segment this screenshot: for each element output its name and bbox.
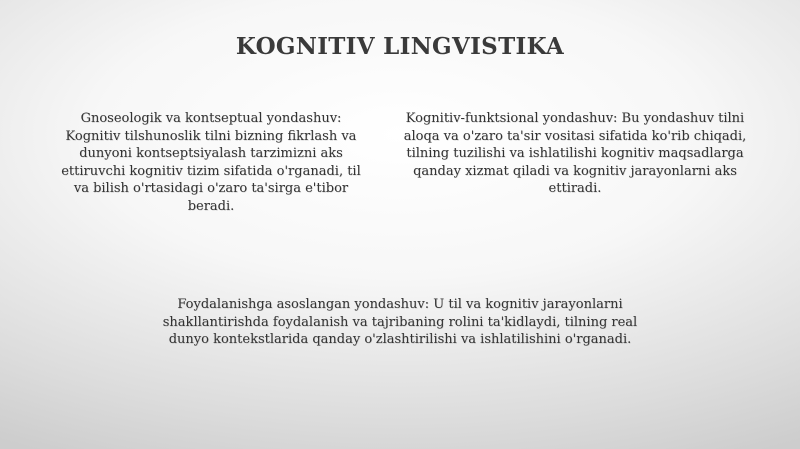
gnoseological-approach-text: Gnoseologik va kontseptual yondashuv: Kognitiv tilshunoslik tilni bizning fikrlash va dunyoni kontseptsiyalash tarzimizni aks ettiruvchi kognitiv tizim sifatida o'rganadi, til va bilish o'rtasidagi o'zaro ta'sirga e'tibor beradi. (61, 111, 361, 214)
cognitive-functional-approach-text: Kognitiv-funktsional yondashuv: Bu yondashuv tilni aloqa va o'zaro ta'sir vositasi sifatida ko'rib chiqadi, tilning tuzilishi va ishlatilishi kognitiv maqsadlarga qanday xizmat qiladi va kognitiv jarayonlarni aks ettiradi. (403, 111, 747, 196)
usage-based-approach-text: Foydalanishga asoslangan yondashuv: U til va kognitiv jarayonlarni shakllantirishda foydalanish va tajribaning rolini ta'kidlaydi, tilning real dunyo kontekstlarida qanday o'zlashtirilishi va ishlatilishini o'rganadi. (162, 297, 638, 347)
slide-title: KOGNITIV LINGVISTIKA (235, 33, 565, 60)
